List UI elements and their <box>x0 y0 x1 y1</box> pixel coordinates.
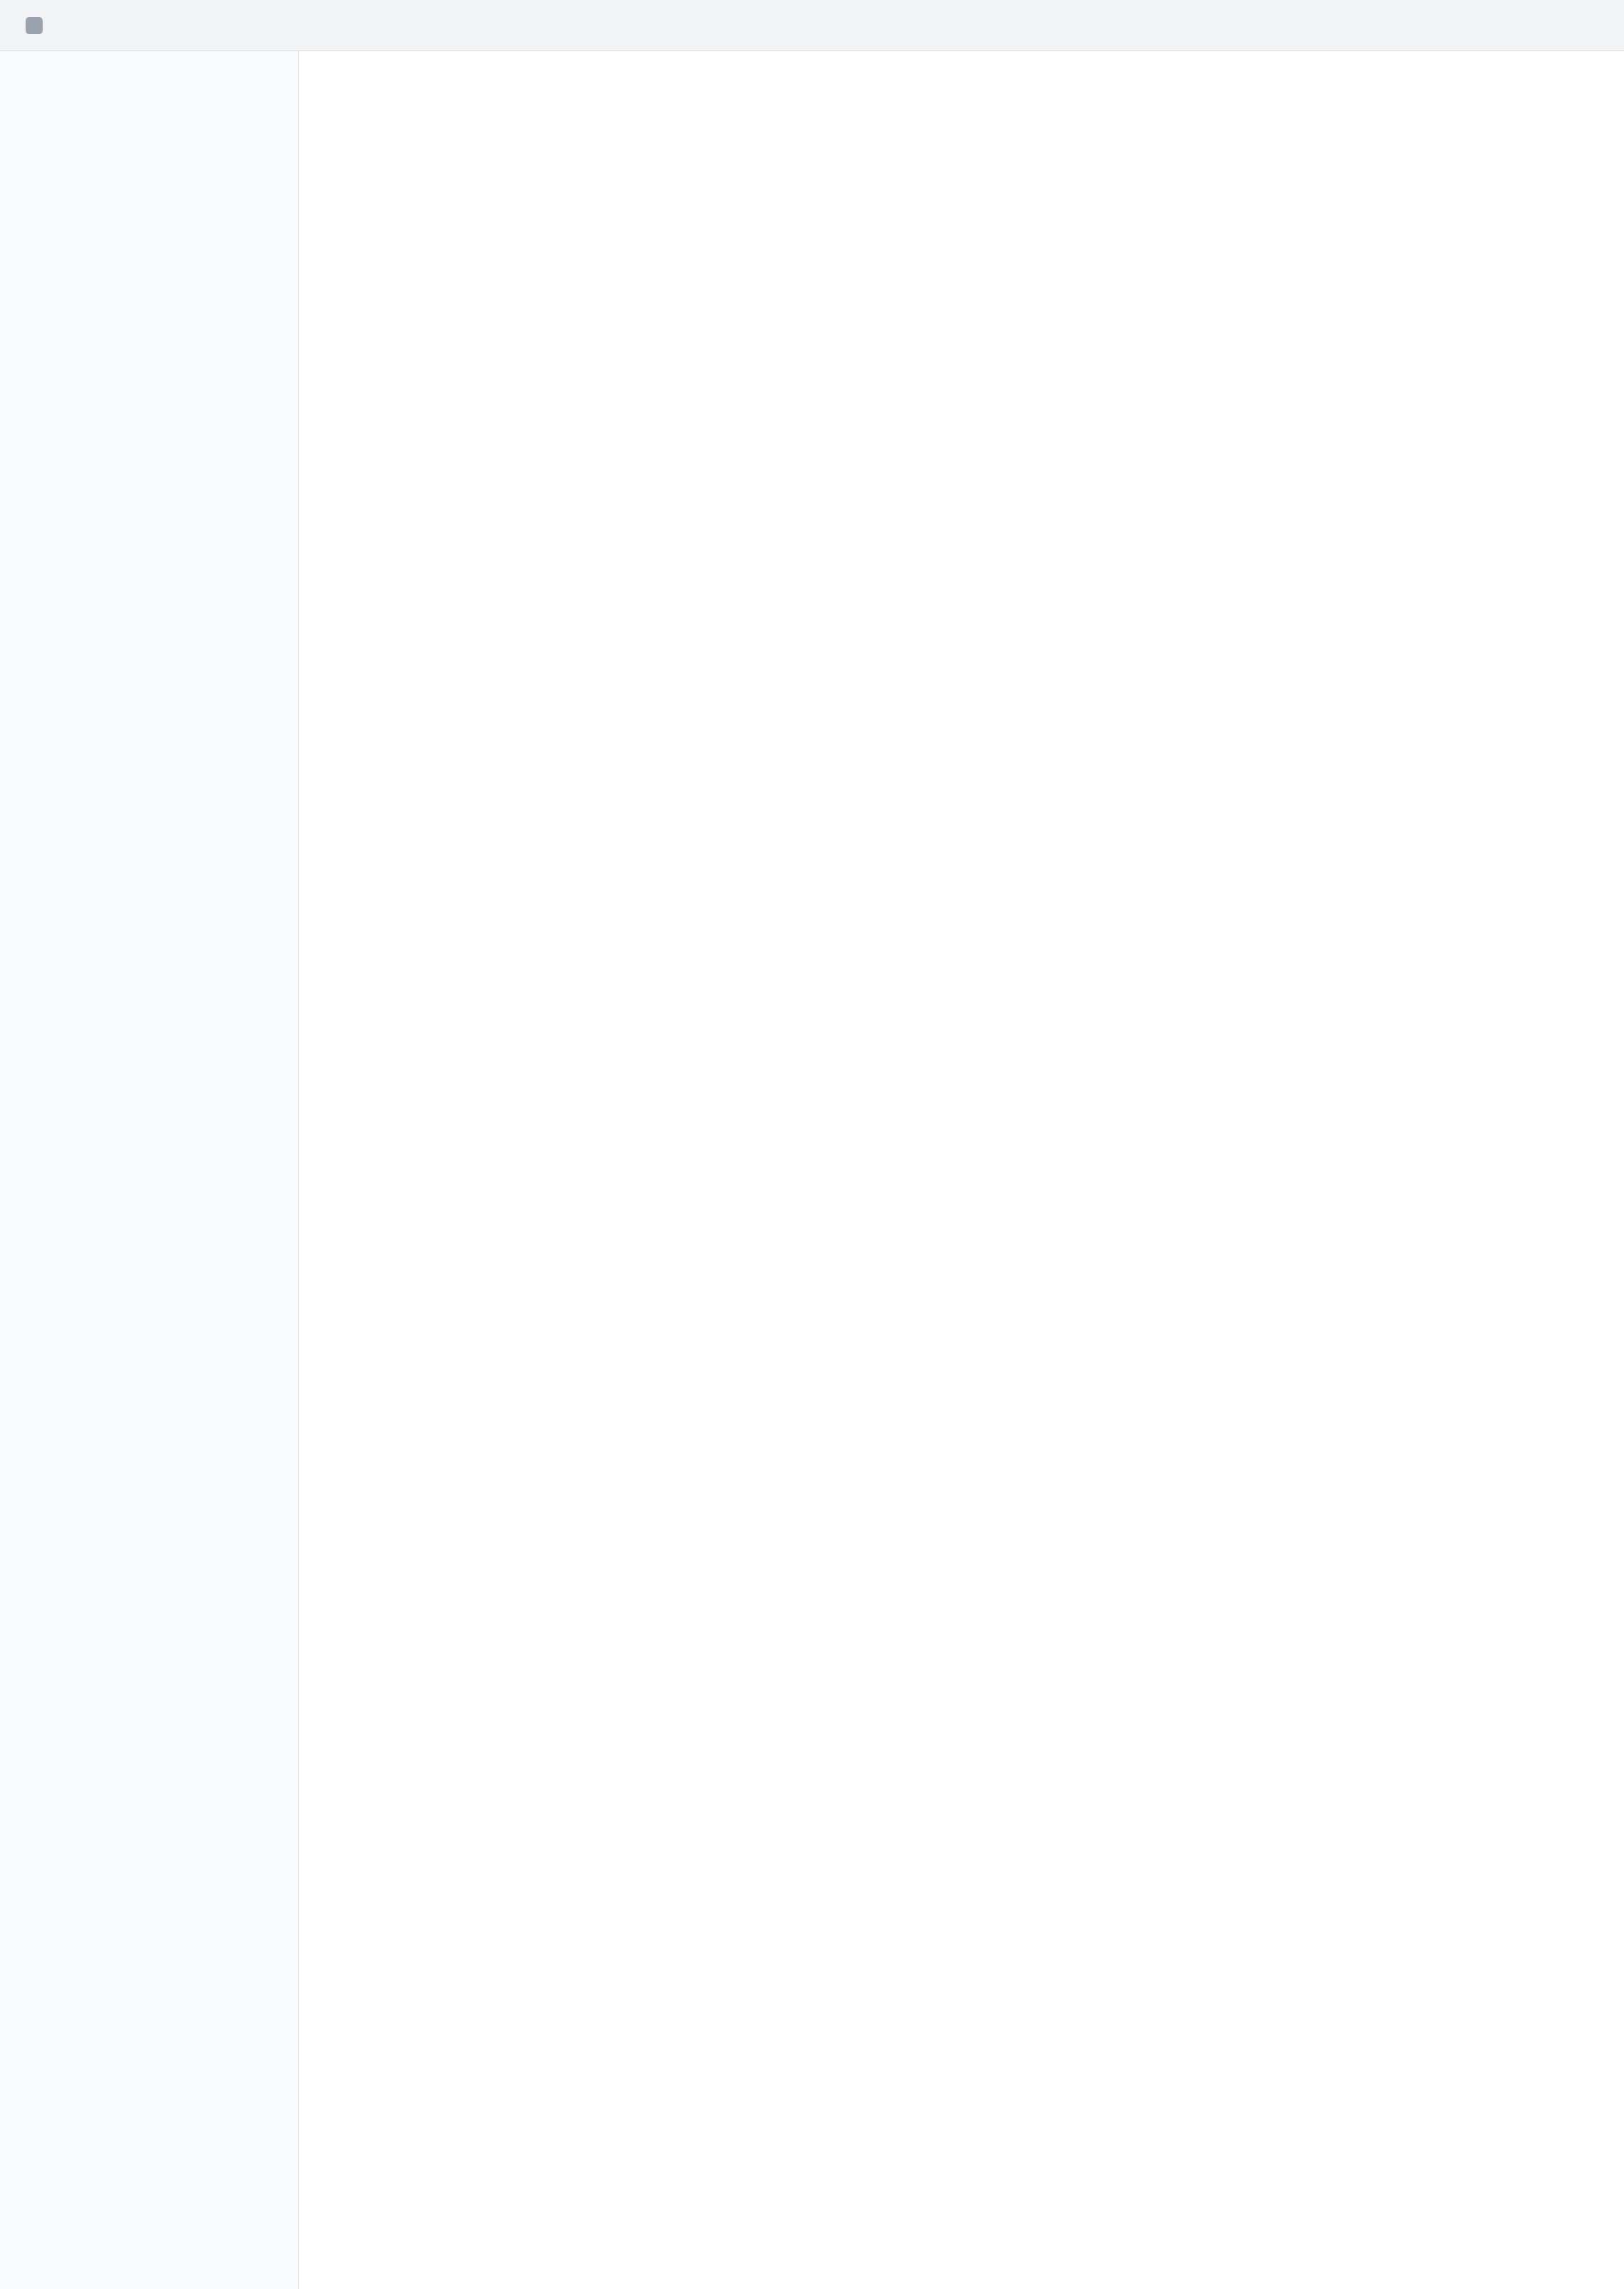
window-body <box>0 51 1624 2289</box>
app-icon <box>23 14 46 37</box>
main-content <box>299 51 1624 2289</box>
title-bar <box>0 0 1624 51</box>
sidebar <box>0 51 299 2289</box>
